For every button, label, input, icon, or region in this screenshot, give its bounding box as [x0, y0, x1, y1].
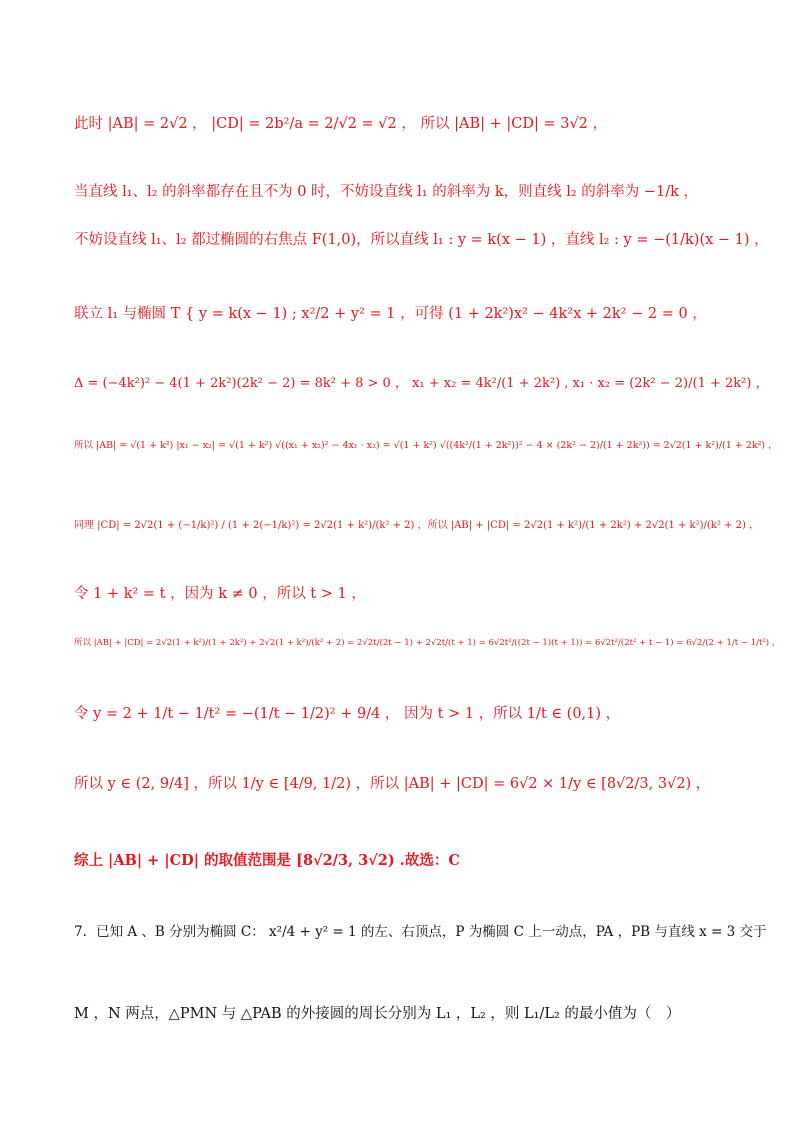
solution-line-11: 所以 y ∈ (2, 9/4] ，所以 1/y ∈ [4/9, 1/2) ，所以 |AB| + |CD| = 6√2 × 1/y ∈ [8√2/3, 3√2) ，	[74, 776, 711, 792]
solution-line-7: 同理 |CD| = 2√2(1 + (−1/k)²) / (1 + 2(−1/k)²) = 2√2(1 + k²)/(k² + 2) ，所以 |AB| + |CD| = 2√2(1 + k²)/(1 + 2k²) + 2√2(1 + k²)/(k² + 2) ，	[74, 520, 760, 531]
solution-line-8: 令 1 + k² = t ，因为 k ≠ 0 ，所以 t > 1 ，	[74, 586, 366, 602]
solution-line-6: 所以 |AB| = √(1 + k²) |x₁ − x₂| = √(1 + k²) √((x₁ + x₂)² − 4x₁ · x₂) = √(1 + k²) √((4k²/(1 + 2k²))² − 4 × (2k² − 2)/(1 + 2k²)) = 2√2(1 + k²)/(1 + 2k²) ，	[74, 440, 778, 451]
solution-line-4: 联立 l₁ 与椭圆 T { y = k(x − 1) ; x²/2 + y² = 1 ，可得 (1 + 2k²)x² − 4k²x + 2k² − 2 = 0 ，	[74, 306, 707, 322]
question-7-line-2: M ，N 两点，△PMN 与 △PAB 的外接圆的周长分别为 L₁ ，L₂ ，则 L₁/L₂ 的最小值为（ ）	[74, 1006, 681, 1022]
solution-line-2: 当直线 l₁、l₂ 的斜率都存在且不为 0 时，不妨设直线 l₁ 的斜率为 k，则直线 l₂ 的斜率为 −1/k ，	[74, 184, 699, 200]
solution-line-1: 此时 |AB| = 2√2 ， |CD| = 2b²/a = 2/√2 = √2 ， 所以 |AB| + |CD| = 3√2 ，	[74, 116, 608, 132]
solution-line-5: Δ = (−4k²)² − 4(1 + 2k²)(2k² − 2) = 8k² + 8 > 0 ， x₁ + x₂ = 4k²/(1 + 2k²) , x₁ · x₂ = (2k² − 2)/(1 + 2k²) ，	[74, 376, 769, 391]
solution-conclusion: 综上 |AB| + |CD| 的取值范围是 [8√2/3, 3√2) .故选：C	[74, 852, 460, 869]
solution-line-10: 令 y = 2 + 1/t − 1/t² = −(1/t − 1/2)² + 9/4 ， 因为 t > 1 ，所以 1/t ∈ (0,1) ，	[74, 706, 621, 722]
question-7-line-1: 7．已知 A 、B 分别为椭圆 C： x²/4 + y² = 1 的左、右顶点，P 为椭圆 C 上一动点，PA ，PB 与直线 x = 3 交于	[74, 924, 767, 940]
solution-line-3: 不妨设直线 l₁、l₂ 都过椭圆的右焦点 F(1,0)，所以直线 l₁ : y = k(x − 1) ，直线 l₂ : y = −(1/k)(x − 1) ，	[74, 232, 769, 248]
solution-line-9: 所以 |AB| + |CD| = 2√2(1 + k²)/(1 + 2k²) + 2√2(1 + k²)/(k² + 2) = 2√2t/(2t − 1) + 2√2t/(t + 1) = 6√2t²/((2t − 1)(t + 1)) = 6√2t²/(2t² + t − 1) = 6√2/(2 + 1/t − 1/t²) ，	[74, 638, 781, 648]
